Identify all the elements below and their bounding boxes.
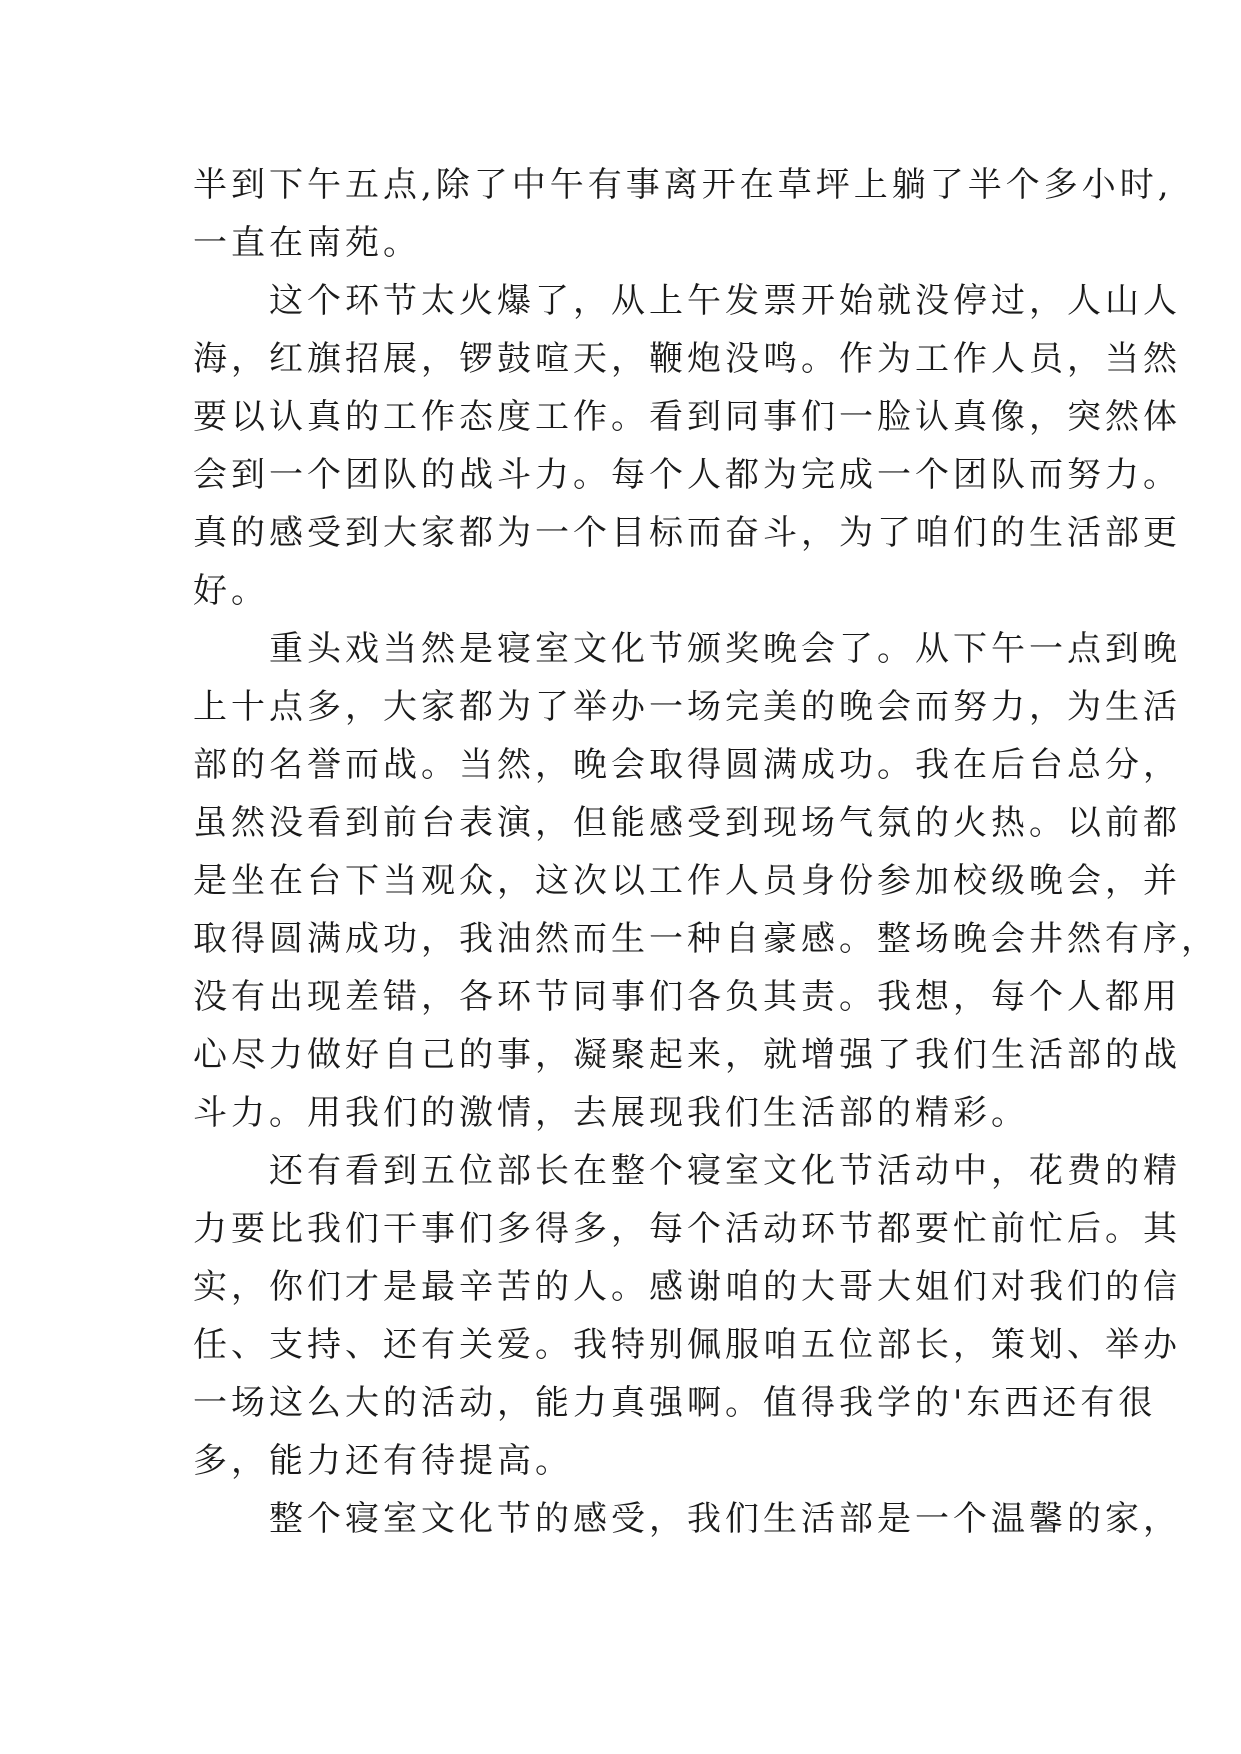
text-line: 任、支持、还有关爱。我特别佩服咱五位部长，策划、举办 xyxy=(193,1325,1181,1365)
text-line: 上十点多，大家都为了举办一场完美的晚会而努力，为生活 xyxy=(193,687,1181,727)
text-line: 虽然没看到前台表演，但能感受到现场气氛的火热。以前都 xyxy=(193,803,1181,843)
text-line: 斗力。用我们的激情，去展现我们生活部的精彩。 xyxy=(193,1093,1029,1133)
text-line: 整个寝室文化节的感受，我们生活部是一个温馨的家， xyxy=(193,1499,1181,1539)
text-line: 部的名誉而战。当然，晚会取得圆满成功。我在后台总分， xyxy=(193,745,1181,785)
text-line: 实，你们才是最辛苦的人。感谢咱的大哥大姐们对我们的信 xyxy=(193,1267,1181,1307)
text-line: 心尽力做好自己的事，凝聚起来，就增强了我们生活部的战 xyxy=(193,1035,1181,1075)
text-line: 没有出现差错，各环节同事们各负其责。我想，每个人都用 xyxy=(193,977,1181,1017)
text-line: 一场这么大的活动，能力真强啊。值得我学的'东西还有很 xyxy=(193,1383,1157,1423)
text-line: 要以认真的工作态度工作。看到同事们一脸认真像，突然体 xyxy=(193,397,1181,437)
text-line: 取得圆满成功，我油然而生一种自豪感。整场晚会井然有序， xyxy=(193,919,1219,959)
text-line: 多，能力还有待提高。 xyxy=(193,1441,573,1481)
text-line: 会到一个团队的战斗力。每个人都为完成一个团队而努力。 xyxy=(193,455,1181,495)
text-line: 这个环节太火爆了，从上午发票开始就没停过，人山人 xyxy=(193,281,1181,321)
text-line: 真的感受到大家都为一个目标而奋斗，为了咱们的生活部更 xyxy=(193,513,1181,553)
text-line: 好。 xyxy=(193,571,269,611)
text-line: 一直在南苑。 xyxy=(193,223,421,263)
text-line: 还有看到五位部长在整个寝室文化节活动中，花费的精 xyxy=(193,1151,1181,1191)
text-line: 力要比我们干事们多得多，每个活动环节都要忙前忙后。其 xyxy=(193,1209,1181,1249)
text-line: 海，红旗招展，锣鼓喧天，鞭炮没鸣。作为工作人员，当然 xyxy=(193,339,1181,379)
document-body xyxy=(193,156,1219,1548)
text-line: 重头戏当然是寝室文化节颁奖晚会了。从下午一点到晚 xyxy=(193,629,1181,669)
text-line: 是坐在台下当观众，这次以工作人员身份参加校级晚会，并 xyxy=(193,861,1181,901)
text-line: 半到下午五点,除了中午有事离开在草坪上躺了半个多小时, xyxy=(193,165,1173,205)
